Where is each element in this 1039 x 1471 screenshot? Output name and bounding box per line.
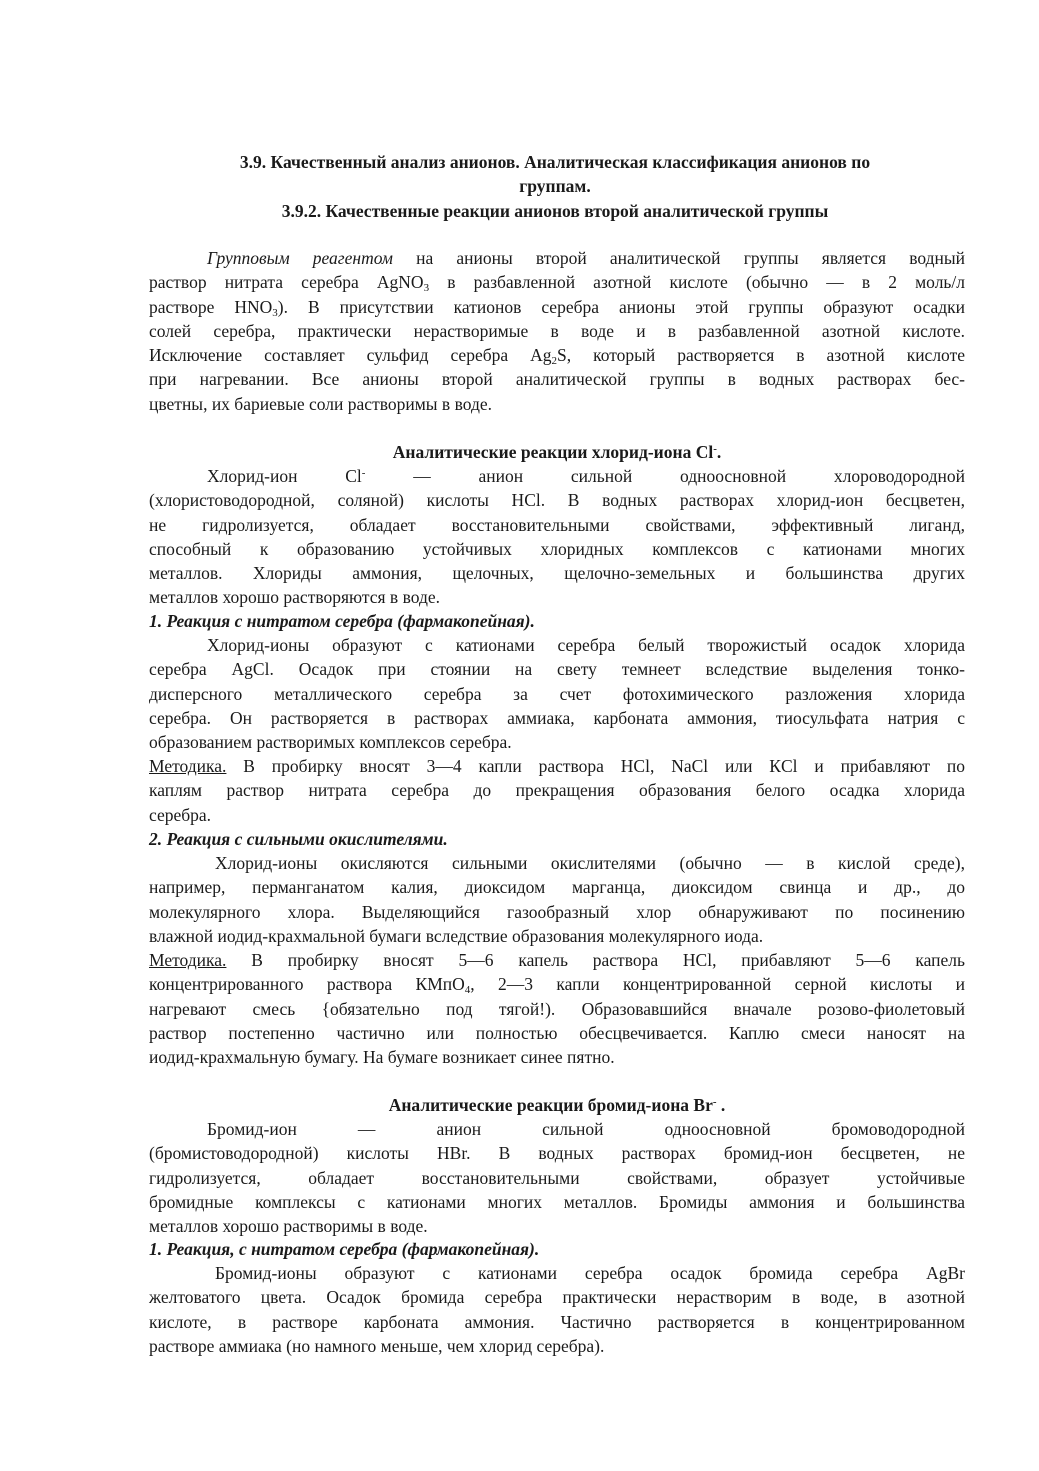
text-line: , 2—3 капли концентрированной серной кислоты и: [470, 974, 965, 995]
text-line: каплям раствор нитрата серебра до прекращения образования белого осадка хлорида: [149, 780, 965, 801]
text-line: (бромистоводородной) кислоты HBr. В водных растворах бромид-ион бесцветен, не: [149, 1143, 965, 1164]
text-line: 3: [272, 306, 278, 319]
text-line: концентрированного раствора КМпО: [149, 974, 465, 995]
text-line: Аналитические реакции бромид-иона Br: [388, 1095, 713, 1115]
text-line: Хлорид-ион Cl: [207, 466, 362, 486]
text-line: Исключение составляет сульфид серебра Ag: [149, 345, 552, 366]
intro-paragraph: [149, 246, 965, 416]
text-line: S, который растворяется в азотной кислоте: [557, 345, 965, 366]
text-line: -: [361, 467, 366, 479]
text-line: солей серебра, практически нерастворимые в воде и в разбавленной азотной кислоте.: [149, 320, 965, 341]
text-line: [149, 295, 965, 319]
text-line: [149, 343, 965, 367]
text-line: серебра AgCl. Осадок при стоянии на свету темнеет вследствие выделения тонко-: [149, 659, 965, 680]
text-line: молекулярного хлора. Выделяющийся газообразный хлор обнаруживают по посинению: [149, 901, 965, 922]
text-line: желтоватого цвета. Осадок бромида серебра практически нерастворим в воде, в азотной: [149, 1287, 965, 1308]
text-line: [149, 948, 965, 972]
text-line: -: [712, 1096, 717, 1108]
text-line: в разбавленной азотной кислоте (обычно — в 2 моль/л: [429, 272, 965, 293]
text-line: образованием растворимых комплексов серебра.: [149, 732, 512, 753]
section-title: [130, 150, 980, 223]
text-line: иодид-крахмальную бумагу. На бумаге возникает синее пятно.: [149, 1047, 615, 1068]
bromide-description: [149, 1117, 965, 1238]
text-line: цветны, их бариевые соли растворимы в воде.: [149, 393, 493, 414]
text-line: 2: [551, 355, 557, 368]
text-line: (хлористоводородной, соляной) кислоты HCl. В водных растворах хлорид-ион бесцветен,: [149, 490, 965, 511]
text-line: металлов хорошо растворяются в воде.: [149, 587, 441, 608]
text-line: нагревают смесь {обязательно под тягой!). Образовавшийся вначале розово-фиолетовый: [149, 998, 965, 1019]
text-line: .: [716, 442, 722, 462]
text-line: В пробирку вносят 5—6 капель раствора HCl, прибавляют 5—6 капель: [226, 950, 965, 970]
text-line: [149, 270, 965, 294]
text-line: [149, 464, 965, 488]
text-line: раствор нитрата серебра AgNO: [149, 272, 424, 293]
text-line: на анионы второй аналитической группы является водный: [392, 248, 965, 268]
text-line: [149, 972, 965, 996]
bromide-reaction-1-text: [149, 1261, 965, 1358]
chloride-reaction-1-text: [149, 633, 965, 754]
text-line: [149, 754, 965, 778]
chloride-heading: [149, 440, 965, 464]
text-line: раствор постепенно частично или полностью обесцвечивается. Каплю смеси наносят на: [149, 1022, 965, 1043]
chloride-reaction-2-heading: 2. Реакция с сильными окислителями.: [149, 829, 448, 849]
chloride-reaction-2-text: [149, 851, 965, 948]
text-line: 4: [464, 984, 471, 997]
chloride-method-2: [149, 948, 965, 1069]
text-line: дисперсного металлического серебра за счет фотохимического разложения хлорида: [149, 683, 965, 704]
text-line: способный к образованию устойчивых хлоридных комплексов с катионами многих: [149, 538, 965, 559]
text-line: растворе аммиака (но намного меньше, чем хлорид серебра).: [149, 1335, 605, 1356]
title-line-1: 3.9. Качественный анализ анионов. Аналитическая классификация анионов по: [239, 152, 871, 172]
group-reagent-term: Групповым реагентом: [207, 248, 393, 268]
text-line: влажной иодид-крахмальной бумаги вследствие образования молекулярного иода.: [149, 925, 764, 946]
text-line: Бромид-ион — анион сильной одноосновной бромоводородной: [207, 1119, 965, 1139]
text-line: не гидролизуется, обладает восстановительными свойствами, эффективный лиганд,: [149, 514, 965, 535]
bromide-heading: [149, 1093, 965, 1117]
chloride-description: [149, 464, 965, 610]
text-line: Аналитические реакции хлорид-иона Cl: [392, 442, 714, 462]
text-line: -: [713, 443, 717, 455]
bromide-reaction-1-heading: 1. Реакция, с нитратом серебра (фармакопейная).: [149, 1239, 540, 1259]
title-line-2: группам.: [519, 176, 591, 197]
text-line: растворе HNO: [149, 296, 273, 317]
text-line: серебра. Он растворяется в растворах аммиака, карбоната аммония, тиосульфата натрия с: [149, 707, 965, 728]
text-line: [149, 246, 965, 270]
title-line-3: 3.9.2. Качественные реакции анионов второй аналитической группы: [281, 200, 829, 221]
text-line: например, перманганатом калия, диоксидом марганца, диоксидом свинца и др., до: [149, 877, 965, 898]
text-line: при нагревании. Все анионы второй аналитической группы в водных растворах бес-: [149, 369, 965, 390]
chloride-reaction-1-heading: 1. Реакция с нитратом серебра (фармакопейная).: [149, 611, 535, 631]
text-line: .: [716, 1095, 726, 1115]
text-line: ). В присутствии катионов серебра анионы этой группы образуют осадки: [277, 296, 965, 317]
text-line: серебра.: [149, 804, 212, 825]
text-line: — анион сильной одноосновной хлороводородной: [365, 466, 965, 486]
text-line: Бромид-ионы образуют с катионами серебра осадок бромида серебра AgBr: [215, 1263, 965, 1283]
text-line: В пробирку вносят 3—4 капли раствора HCl, NaCl или КCl и прибавляют по: [226, 756, 965, 776]
text-line: металлов хорошо растворимы в воде.: [149, 1216, 428, 1237]
text-line: Хлорид-ионы окисляются сильными окислителями (обычно — в кислой среде),: [215, 853, 965, 873]
text-line: металлов. Хлориды аммония, щелочных, щелочно-земельных и большинства других: [149, 563, 965, 584]
text-line: бромидные комплексы с катионами многих металлов. Бромиды аммония и большинства: [149, 1191, 965, 1212]
method-label: Методика.: [149, 950, 227, 970]
chloride-method-1: [149, 754, 965, 827]
text-line: кислоте, в растворе карбоната аммония. Частично растворяется в концентрированном: [149, 1311, 965, 1332]
text-line: 3: [423, 282, 430, 295]
text-line: гидролизуется, обладает восстановительными свойствами, образует устойчивые: [149, 1167, 965, 1188]
method-label: Методика.: [149, 756, 227, 776]
text-line: Хлорид-ионы образуют с катионами серебра белый творожистый осадок хлорида: [207, 635, 965, 655]
